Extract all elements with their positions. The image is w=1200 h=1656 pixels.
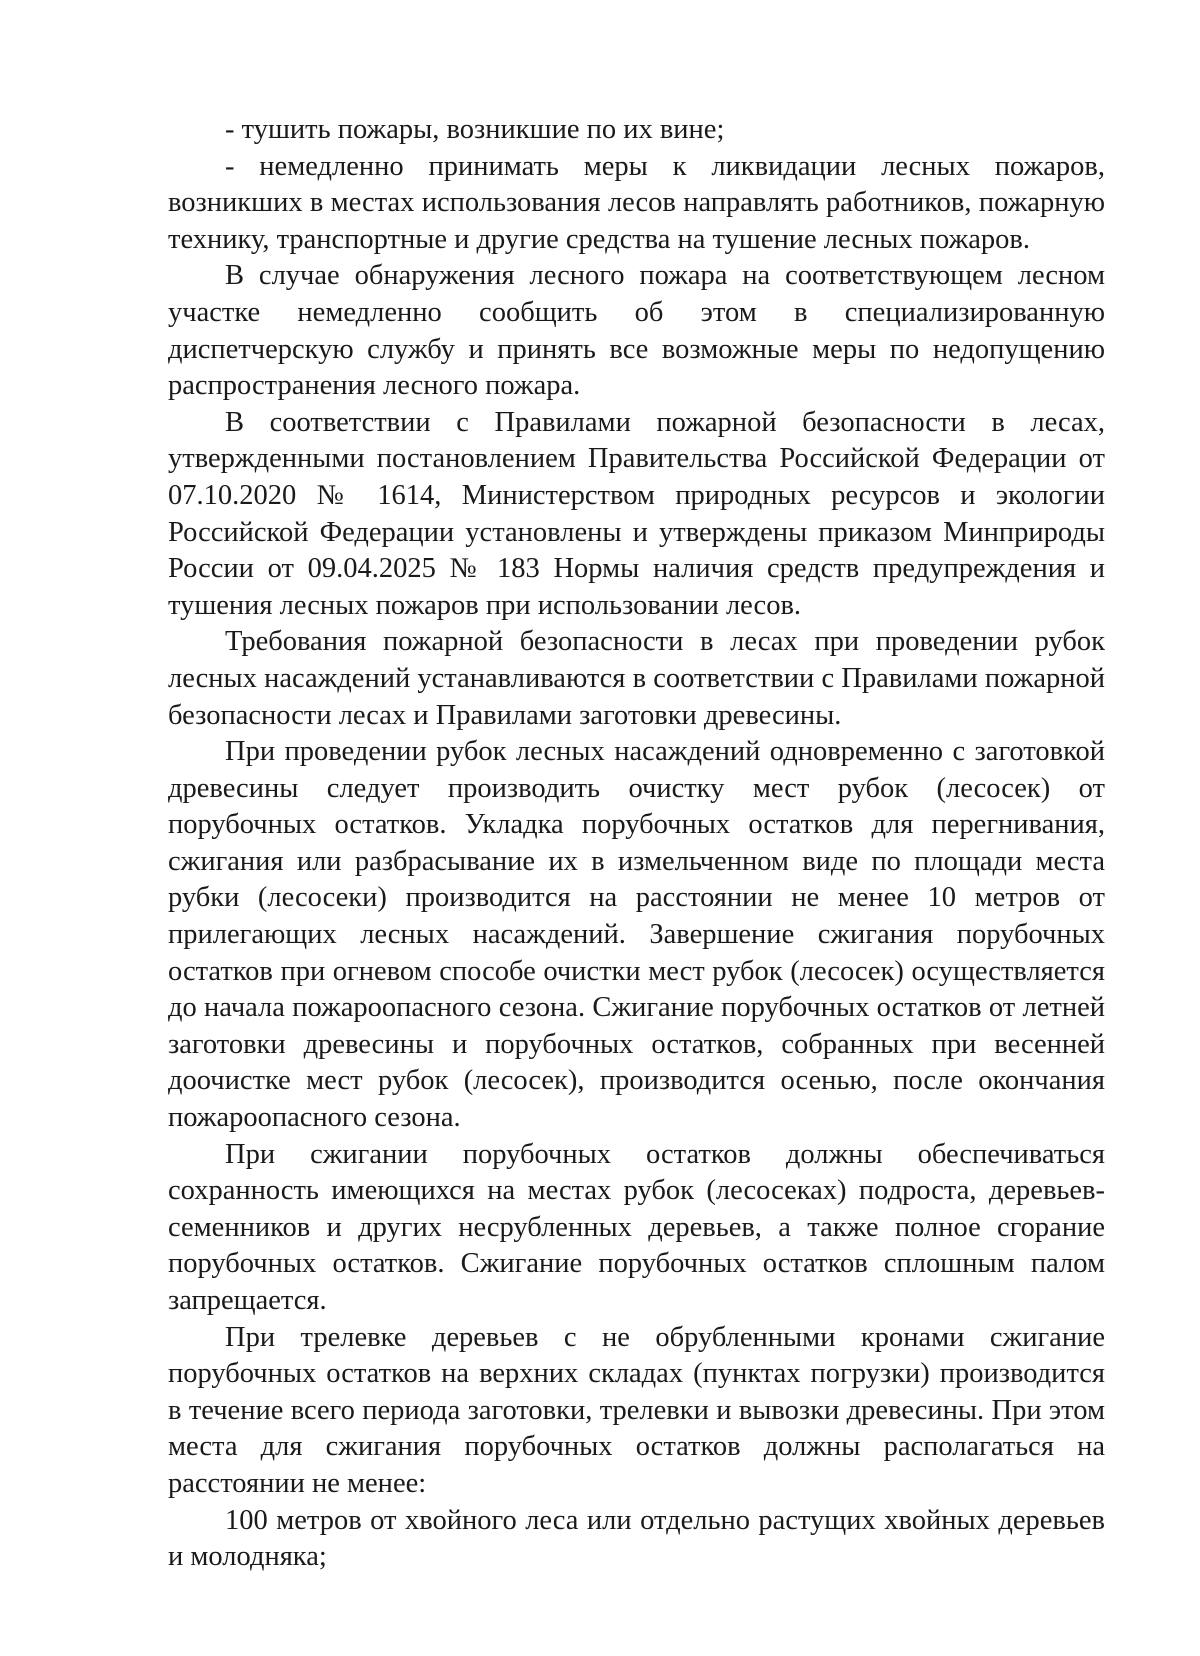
paragraph-distance-coniferous: 100 метров от хвойного леса или отдельно растущих хвойных деревьев и молодняка; <box>168 1504 1105 1573</box>
paragraph-logging-residue-cleanup: При проведении рубок лесных насаждений одновременно с заготовкой древесины следует производить очистку мест рубок (лесосек) от порубочных остатков. Укладка порубочных остатков для перегнивания, сжигания или разбрасывание их в измельченном виде по площади места рубки (лесосеки) производится на расстоянии не менее 10 метров от прилегающих лесных насаждений. Завершение сжигания порубочных остатков при огневом способе очистки мест рубок (лесосек) осуществляется до начала пожароопасного сезона. Сжигание порубочных остатков от летней заготовки древесины и порубочных остатков, собранных при весенней доочистке мест рубок (лесосек), производится осенью, после окончания пожароопасного сезона. <box>168 736 1105 1134</box>
paragraph-fire-safety-rules: В соответствии с Правилами пожарной безопасности в лесах, утвержденными постановлением Правительства Российской Федерации от 07.10.2020 № 1614, Министерством природных ресурсов и экологии Российской Федерации установлены и утверждены приказом Минприроды России от 09.04.2025 № 183 Нормы наличия средств предупреждения и тушения лесных пожаров при использовании лесов. <box>168 406 1105 621</box>
paragraph-fire-detection-report: В случае обнаружения лесного пожара на соответствующем лесном участке немедленно сообщить об этом в специализированную диспетчерскую службу и принять все возможные меры по недопущению распространения лесного пожара. <box>168 260 1105 402</box>
document-body <box>168 112 1105 1576</box>
paragraph-felling-requirements: Требования пожарной безопасности в лесах при проведении рубок лесных насаждений устанавливаются в соответствии с Правилами пожарной безопасности лесах и Правилами заготовки древесины. <box>168 626 1105 731</box>
paragraph-extinguish-own-fires: - тушить пожары, возникшие по их вине; <box>225 114 725 145</box>
paragraph-burning-preservation: При сжигании порубочных остатков должны обеспечиваться сохранность имеющихся на местах рубок (лесосеках) подроста, деревьев-семенников и других несрубленных деревьев, а также полное сгорание порубочных остатков. Сжигание порубочных остатков сплошным палом запрещается. <box>168 1138 1105 1316</box>
paragraph-skidding-burning: При трелевке деревьев с не обрубленными кронами сжигание порубочных остатков на верхних складах (пунктах погрузки) производится в течение всего периода заготовки, трелевки и вывозки древесины. При этом места для сжигания порубочных остатков должны располагаться на расстоянии не менее: <box>168 1321 1105 1499</box>
paragraph-immediate-measures: - немедленно принимать меры к ликвидации лесных пожаров, возникших в местах использования лесов направлять работников, пожарную технику, транспортные и другие средства на тушение лесных пожаров. <box>168 150 1105 255</box>
